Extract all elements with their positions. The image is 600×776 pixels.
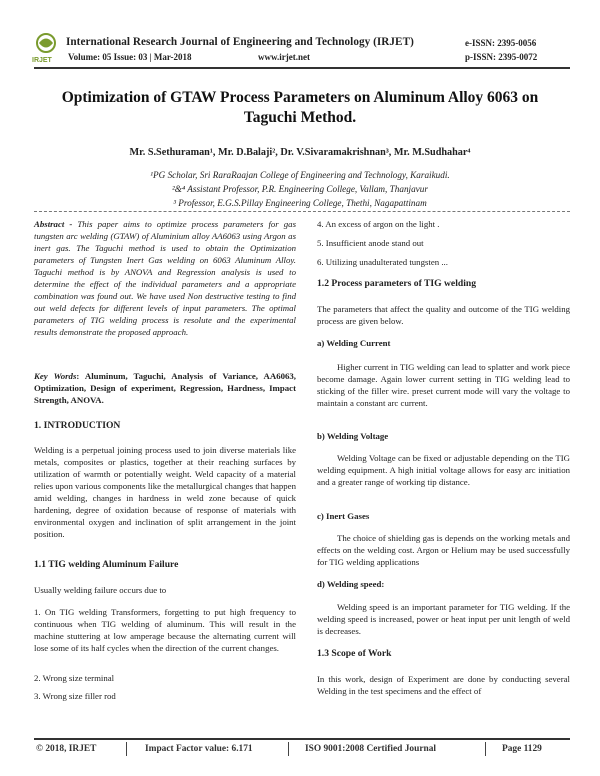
- affiliation-1: ¹PG Scholar, Sri RaraRaajan College of Engineering and Technology, Karaikudi.: [150, 170, 450, 180]
- params-heading: 1.2 Process parameters of TIG welding: [317, 278, 476, 289]
- current-text: Higher current in TIG welding can lead to splatter and work piece become damage. Again lower current setting in TIG welding lead to sticking of the filler wire. preset current mode will vary the voltage to maintain a constant arc current.: [317, 362, 570, 408]
- failure-item-3: 3. Wrong size filler rod: [34, 691, 116, 701]
- speed-text: Welding speed is an important parameter for TIG welding. If the welding speed is increased, power or heat input per unit length of weld is decreases.: [317, 602, 570, 636]
- separator: [34, 211, 570, 212]
- journal-name: International Research Journal of Engineering and Technology (IRJET): [66, 36, 414, 48]
- affiliation-3: ³ Professor, E.G.S.Pillay Engineering College, Thethi, Nagapattinam: [173, 198, 427, 208]
- copyright: © 2018, IRJET: [36, 744, 97, 754]
- failure-item-1: 1. On TIG welding Transformers, forgetting to put high frequency to continuous when TIG welding of aluminum. This will result in the machine stuttering at low amperage because the alternating current will lose some of its half cycles when the direction of the current changes.: [34, 607, 296, 653]
- failure-heading: 1.1 TIG welding Aluminum Failure: [34, 559, 179, 570]
- keywords: Key Words: Aluminum, Taguchi, Analysis of Variance, AA6063, Optimization, Design of experiment, Regression, Hardness, Impact Strength, ANOVA.: [34, 371, 297, 405]
- journal-website[interactable]: www.irjet.net: [258, 52, 310, 62]
- failure-item-6: 6. Utilizing unadulterated tungsten ...: [317, 257, 448, 267]
- voltage-text: Welding Voltage can be fixed or adjustable depending on the TIG welding equipment. A high initial voltage allows for easy arc initiation and a greater range of working tip distance.: [317, 453, 570, 487]
- speed-heading: d) Welding speed:: [317, 579, 385, 589]
- impact-factor: Impact Factor value: 6.171: [145, 744, 253, 754]
- footer-divider: [126, 742, 127, 756]
- failure-item-4: 4. An excess of argon on the light .: [317, 219, 440, 229]
- author-list: Mr. S.Sethuraman¹, Mr. D.Balaji², Dr. V.Sivaramakrishnan³, Mr. M.Sudhahar⁴: [129, 147, 471, 158]
- abstract: Abstract - This paper aims to optimize process parameters for gas tungsten arc welding (GTAW) of Aluminium alloy AA6063 using Argon as inert gas. The Taguchi method is used to obtain the Optimization parameters of Tungsten Inert Gas welding on 6063 Aluminum Alloy. Taguchi method is by ANOVA and Regression analysis is used to determine the effect of the individual parameters and a appropriate combination was found out. We have used Non destructive testing to find out weld defects for different levels of input parameters. The optimal parameters of TIG welding process is resolute and the experimental results demonstrate the proposed approach.: [34, 219, 296, 337]
- affiliation-2: ²&⁴ Assistant Professor, P.R. Engineering College, Vallam, Thanjavur: [172, 184, 428, 194]
- intro-heading: 1. INTRODUCTION: [34, 420, 121, 431]
- gases-text: The choice of shielding gas is depends on the working metals and effects on the welding cost. Argon or Helium may be used successfully for TIG welding applications: [317, 533, 570, 567]
- iso-certification: ISO 9001:2008 Certified Journal: [305, 744, 436, 754]
- e-issn: e-ISSN: 2395-0056: [465, 38, 537, 48]
- footer-divider: [485, 742, 486, 756]
- failure-lead: Usually welding failure occurs due to: [34, 585, 167, 595]
- logo-text: IRJET: [32, 57, 52, 64]
- volume-issue: Volume: 05 Issue: 03 | Mar-2018: [68, 52, 192, 62]
- page-number: Page 1129: [502, 744, 542, 754]
- params-text: The parameters that affect the quality and outcome of the TIG welding process are given below.: [317, 304, 570, 326]
- p-issn: p-ISSN: 2395-0072: [465, 52, 538, 62]
- voltage-heading: b) Welding Voltage: [317, 431, 389, 441]
- failure-item-5: 5. Insufficient anode stand out: [317, 238, 424, 248]
- current-heading: a) Welding Current: [317, 338, 391, 348]
- footer-divider: [288, 742, 289, 756]
- scope-text: In this work, design of Experiment are done by conducting several Welding in the test specimens and the effect of: [317, 674, 570, 696]
- paper-title: Optimization of GTAW Process Parameters on Aluminum Alloy 6063 on Taguchi Method.: [61, 89, 539, 126]
- footer-rule: [34, 738, 570, 740]
- intro-text: Welding is a perpetual joining process used to join diverse materials like metals, composites or plastics, together at their reaching surfaces by utilization of warmth or potentially weight. Weld capacity of a material relies upon various components like the metallurgical changes that happen amid welding, changes in hardness in weld zone because of quick hardening, degree of oxidation because of response of materials with environmental oxygen and inclination of split arrangement in the joint position.: [34, 445, 296, 539]
- failure-item-2: 2. Wrong size terminal: [34, 673, 115, 683]
- gases-heading: c) Inert Gases: [317, 511, 370, 521]
- header-rule: [34, 67, 570, 69]
- scope-heading: 1.3 Scope of Work: [317, 648, 392, 659]
